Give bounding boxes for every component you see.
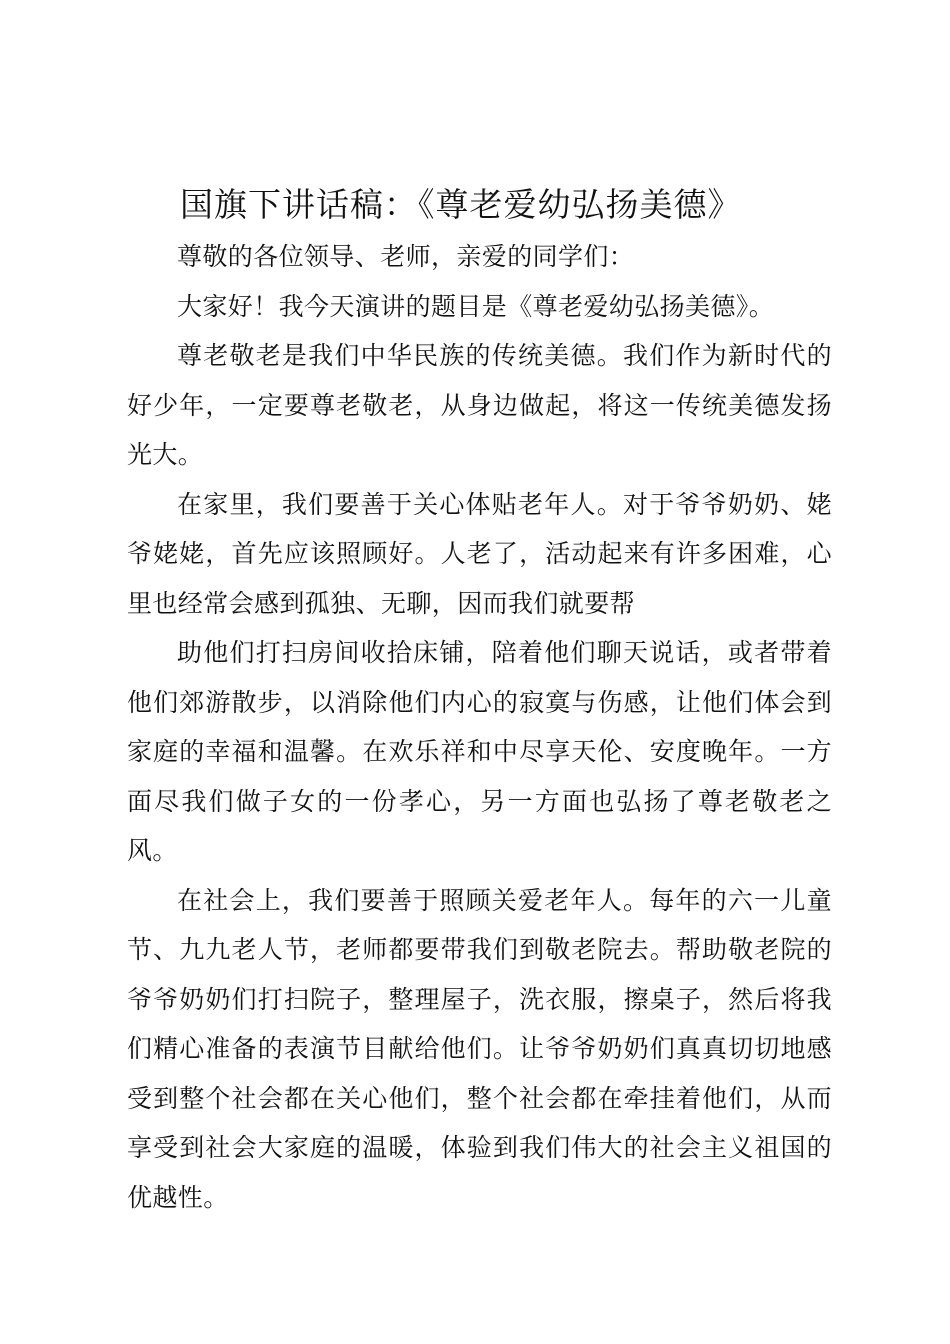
paragraph-greeting: 尊敬的各位领导、老师，亲爱的同学们： [177, 242, 635, 271]
paragraph-home-continued: 助他们打扫房间收拾床铺，陪着他们聊天说话，或者带着他们郊游散步，以消除他们内心的寂寞与伤感，让他们体会到家庭的幸福和温馨。在欢乐祥和中尽享天伦、安度晚年。一方面尽我们做子女的一份孝心，另一方面也弘扬了尊老敬老之风。 [127, 638, 832, 865]
paragraph-society: 在社会上，我们要善于照顾关爱老年人。每年的六一儿童节、九九老人节，老师都要带我们到敬老院去。帮助敬老院的爷爷奶奶们打扫院子，整理屋子，洗衣服，擦桌子，然后将我们精心准备的表演节目献给他们。让爷爷奶奶们真真切切地感受到整个社会都在关心他们，整个社会都在牵挂着他们，从而享受到社会大家庭的温暖，体验到我们伟大的社会主义祖国的优越性。 [127, 885, 832, 1212]
paragraph-tradition: 尊老敬老是我们中华民族的传统美德。我们作为新时代的好少年，一定要尊老敬老，从身边做起，将这一传统美德发扬光大。 [127, 341, 832, 469]
paragraph-home: 在家里，我们要善于关心体贴老年人。对于爷爷奶奶、姥爷姥姥，首先应该照顾好。人老了，活动起来有许多困难，心里也经常会感到孤独、无聊，因而我们就要帮 [127, 489, 832, 618]
document-title: 国旗下讲话稿：《尊老爱幼弘扬美德》 [180, 185, 742, 224]
document-body [127, 232, 832, 1222]
paragraph-intro: 大家好！我今天演讲的题目是《尊老爱幼弘扬美德》。 [177, 291, 775, 321]
